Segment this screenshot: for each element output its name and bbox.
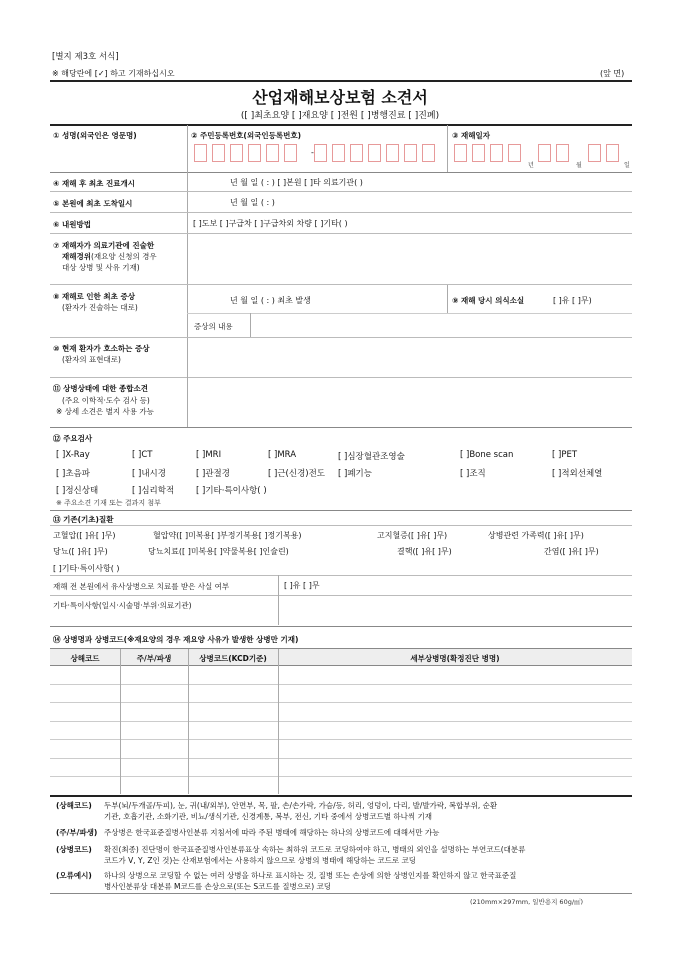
accident-date-label: ③ 재해일자 — [452, 131, 490, 140]
day-digit-box[interactable] — [588, 144, 601, 162]
note-text: 하나의 상병으로 코딩할 수 없는 여러 상병을 하나로 표시하는 것, 질병 또는 손상에 의한 상병인지를 확인하지 않고 한국표준질 — [104, 871, 517, 880]
exam-option[interactable]: [ ]폐기능 — [338, 469, 372, 479]
note-key: (오류예시) — [56, 871, 92, 880]
exam-option[interactable]: [ ]정신상태 — [56, 486, 99, 496]
history-item[interactable]: 간염([ ]유[ ]무) — [544, 547, 599, 556]
id-digit-box[interactable] — [194, 144, 207, 162]
note-text-2: 기관, 호흡기관, 소화기관, 비뇨/생식기관, 신경계통, 복부, 전신, 기타 중에서 상병코드별 하나씩 기재 — [104, 812, 432, 821]
history-item[interactable]: 고지혈증([ ]유[ ]무) — [377, 531, 448, 540]
id-digit-box[interactable] — [350, 144, 363, 162]
arrival-value[interactable]: 년 월 일 ( : ) — [230, 198, 275, 207]
other-notes-input[interactable] — [280, 596, 632, 624]
complaint-label: ⑩ 현재 환자가 호소하는 증상 — [53, 344, 150, 353]
page-side-label: (앞 면) — [600, 69, 625, 78]
year-digit-box[interactable] — [454, 144, 467, 162]
prior-treatment-label: 재해 전 본원에서 유사상병으로 치료를 받은 사실 여부 — [53, 582, 230, 591]
year-digit-box[interactable] — [508, 144, 521, 162]
col-injury-code: 상해코드 — [70, 654, 100, 663]
note-key: (주/부/파생) — [56, 828, 98, 837]
id-digit-box[interactable] — [284, 144, 297, 162]
exam-label: ⑫ 주요검사 — [53, 434, 93, 443]
note-text: 두부(뇌/두개골/두피), 눈, 귀(내/외부), 안면부, 목, 팔, 손/손가락, 가슴/등, 허리, 엉덩이, 다리, 발/발가락, 복합부위, 순환 — [104, 801, 498, 810]
note-key: (상병코드) — [56, 845, 92, 854]
id-digit-box[interactable] — [230, 144, 243, 162]
id-digit-box[interactable] — [332, 144, 345, 162]
id-digit-box[interactable] — [422, 144, 435, 162]
id-digit-box[interactable] — [248, 144, 261, 162]
exam-option[interactable]: [ ]MRA — [268, 450, 297, 460]
exam-option[interactable]: [ ]근(신경)전도 — [268, 469, 326, 479]
col-diagnosis-name: 세부상병명(확정진단 병명) — [410, 654, 500, 663]
accident-account-label-3: 대상 상병 및 사유 기재) — [62, 263, 140, 272]
id-digit-box[interactable] — [212, 144, 225, 162]
name-input[interactable] — [52, 142, 184, 170]
id-digit-box[interactable] — [404, 144, 417, 162]
col-main-sub: 주/부/파생 — [136, 654, 172, 663]
table-row[interactable] — [50, 758, 632, 759]
visit-method-label: ⑥ 내원방법 — [53, 220, 91, 229]
prior-treatment-value[interactable]: [ ]유 [ ]무 — [284, 581, 320, 590]
consciousness-label: ⑨ 재해 당시 의식소실 — [452, 296, 525, 305]
first-symptom-label-2: (환자가 진술하는 대로) — [62, 303, 138, 312]
history-item[interactable]: 상병관련 가족력([ ]유[ ]무) — [488, 531, 584, 540]
exam-option[interactable]: [ ]관절경 — [196, 469, 230, 479]
note-text-2: 병사인분류상 대분류 M코드를 손상으로(또는 S코드를 질병으로) 코딩 — [104, 882, 332, 891]
history-other[interactable]: [ ]기타·특이사항( ) — [53, 564, 120, 573]
note-text: 주상병은 한국표준질병사인분류 지침서에 따라 주된 병태에 해당하는 하나의 상병코드에 대해서만 가능 — [104, 828, 440, 837]
first-symptom-date[interactable]: 년 월 일 ( : ) 최초 발생 — [230, 296, 311, 305]
exam-option[interactable]: [ ]초음파 — [56, 469, 90, 479]
other-notes-label: 기타·특이사항(일시·시술명·부위·의료기관) — [53, 601, 192, 610]
exam-option[interactable]: [ ]심장혈관조영술 — [338, 452, 405, 462]
id-digit-box[interactable] — [266, 144, 279, 162]
form-subtitle: ([ ]최초요양 [ ]재요양 [ ]전원 [ ]병행진료 [ ]진폐) — [240, 111, 440, 121]
day-digit-box[interactable] — [606, 144, 619, 162]
opinion-label: ⑪ 상병상태에 대한 종합소견 — [53, 384, 149, 393]
history-item[interactable]: 고혈압([ ]유[ ]무) — [53, 531, 116, 540]
history-label: ⑬ 기존(기초)질환 — [53, 515, 114, 524]
month-digit-box[interactable] — [556, 144, 569, 162]
exam-option[interactable]: [ ]적외선체열 — [552, 469, 603, 479]
table-row[interactable] — [50, 776, 632, 777]
note-text-2: 코드가 V, Y, Z인 것)는 산재보험에서는 사용하지 않으므로 상병의 병태에 해당하는 코드로 코딩 — [104, 856, 416, 865]
id-digit-box[interactable] — [368, 144, 381, 162]
year-digit-box[interactable] — [490, 144, 503, 162]
first-treatment-value[interactable]: 년 월 일 ( : ) [ ]본원 [ ]타 의료기관( ) — [230, 178, 363, 187]
exam-other[interactable]: [ ]기타·특이사항( ) — [196, 486, 267, 496]
history-item[interactable]: 혈압약([ ]미복용[ ]부정기복용[ ]정기복용) — [153, 531, 302, 540]
consciousness-value[interactable]: [ ]유 [ ]무) — [553, 296, 592, 305]
accident-account-label: ⑦ 재해자가 의료기관에 진술한 — [53, 241, 155, 250]
opinion-label-2: (주요 이학적·도수 검사 등) — [62, 396, 150, 405]
opinion-label-3: ※ 상세 소견은 별지 사용 가능 — [56, 407, 154, 416]
note-text: 확진(최종) 진단명이 한국표준질병사인분류표상 속하는 최하위 코드로 코딩하여야 하고, 병태의 외인을 설명하는 부연코드(대분류 — [104, 845, 526, 854]
history-item[interactable]: 당뇨([ ]유[ ]무) — [53, 547, 108, 556]
form-title: 산업재해보상보험 소견서 — [252, 88, 428, 107]
exam-note: ※ 주요소견 기재 또는 결과지 첨부 — [56, 499, 161, 507]
complaint-input[interactable] — [188, 338, 632, 376]
form-number: [별지 제3호 서식] — [52, 52, 119, 62]
table-row[interactable] — [50, 702, 632, 703]
table-row[interactable] — [50, 721, 632, 722]
history-item[interactable]: 당뇨치료([ ]미복용[ ]약물복용[ ]인슐린) — [148, 547, 289, 556]
id-digit-box[interactable] — [314, 144, 327, 162]
year-digit-box[interactable] — [472, 144, 485, 162]
id-dash: - — [311, 148, 314, 157]
exam-option[interactable]: [ ]내시경 — [132, 469, 166, 479]
exam-option[interactable]: [ ]X-Ray — [56, 450, 90, 460]
exam-option[interactable]: [ ]CT — [132, 450, 153, 460]
exam-option[interactable]: [ ]Bone scan — [460, 450, 514, 460]
id-digit-box[interactable] — [386, 144, 399, 162]
visit-method-value[interactable]: [ ]도보 [ ]구급차 [ ]구급차외 차량 [ ]기타( ) — [193, 219, 348, 228]
symptom-content-input[interactable] — [252, 314, 632, 336]
exam-option[interactable]: [ ]PET — [552, 450, 578, 460]
first-symptom-label: ⑧ 재해로 인한 최초 증상 — [53, 292, 135, 301]
month-digit-box[interactable] — [538, 144, 551, 162]
exam-option[interactable]: [ ]심리학적 — [132, 486, 175, 496]
accident-account-input[interactable] — [188, 234, 632, 284]
day-unit: 일 — [624, 162, 630, 169]
exam-option[interactable]: [ ]조직 — [460, 469, 486, 479]
paper-spec: (210mm×297mm, 일반용지 60g/㎡) — [470, 898, 584, 906]
accident-account-label-2: 재해경위(재요양 신청의 경우 — [62, 252, 157, 261]
id-label: ② 주민등록번호(외국인등록번호) — [191, 131, 302, 140]
table-row[interactable] — [50, 684, 632, 685]
opinion-input[interactable] — [188, 378, 632, 426]
arrival-label: ⑤ 본원에 최초 도착일시 — [53, 199, 133, 208]
year-unit: 년 — [528, 162, 534, 169]
first-treatment-label: ④ 재해 후 최초 진료개시 — [53, 179, 135, 188]
symptom-content-label: 증상의 내용 — [194, 322, 233, 331]
note-key: (상해코드) — [56, 801, 92, 810]
table-row[interactable] — [50, 739, 632, 740]
month-unit: 월 — [576, 162, 582, 169]
col-kcd-code: 상병코드(KCD기준) — [199, 654, 267, 663]
complaint-label-2: (환자의 표현대로) — [62, 355, 121, 364]
exam-option[interactable]: [ ]MRI — [196, 450, 222, 460]
name-label: ① 성명(외국인은 영문명) — [53, 131, 137, 140]
diagnosis-label: ⑭ 상병명과 상병코드(※재요양의 경우 재요양 사유가 발생한 상병만 기재) — [53, 635, 299, 644]
history-item[interactable]: 결핵([ ]유[ ]무) — [397, 547, 452, 556]
instruction-text: ※ 해당란에 [✓] 하고 기재하십시오 — [52, 69, 175, 78]
